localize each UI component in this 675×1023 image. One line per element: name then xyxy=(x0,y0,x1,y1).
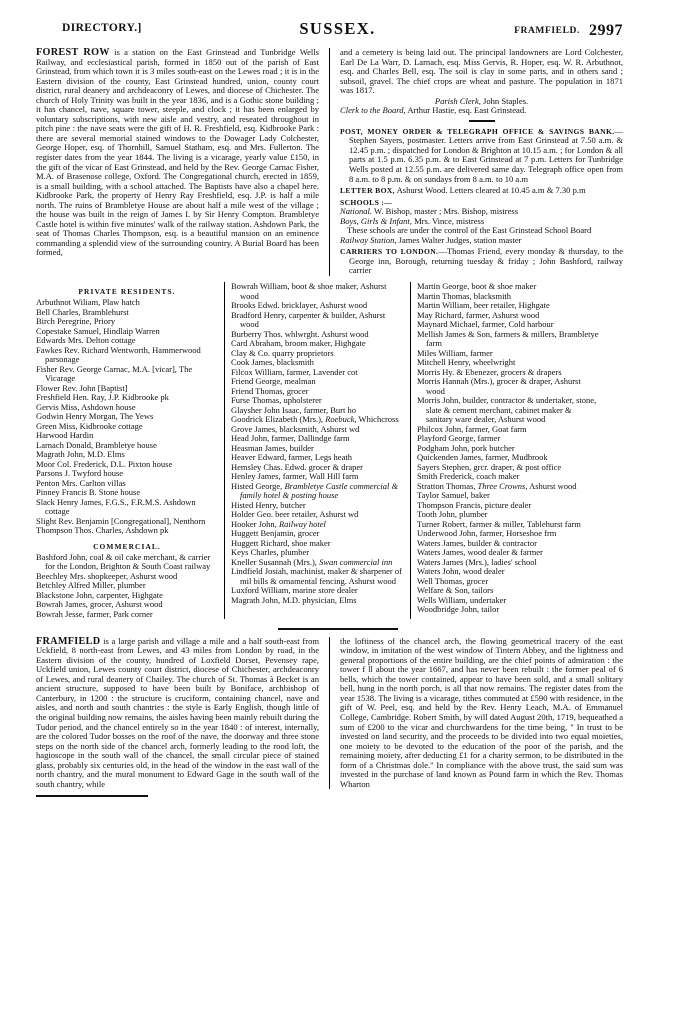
list-item: Mitchell Henry, wheelwright xyxy=(417,357,516,368)
list-item: Birch Peregrine, Priory xyxy=(36,316,116,327)
carriers-body: —Thomas Friend, every monday & thursday, to the George inn, Borough, returning tuesday & friday ; John Bashford, railway carrier xyxy=(349,246,623,276)
list-item: Morris Hy. & Ebenezer, grocers & drapers xyxy=(417,366,562,377)
list-item: Pinney Francis B. Stone house xyxy=(36,487,141,498)
private-residents-list xyxy=(36,298,218,536)
forest-row-description xyxy=(36,48,319,258)
framfield-column-left xyxy=(36,637,330,790)
list-item: Bowrah Jesse, farmer, Park corner xyxy=(36,608,153,619)
list-item: Penton Mrs. Carlton villas xyxy=(36,477,126,488)
list-item: Card Abraham, broom maker, Highgate xyxy=(231,338,366,349)
list-item: Kneller Susannah (Mrs.), Swan commercial inn xyxy=(231,556,393,567)
list-item: Brooks Edwd. bricklayer, Ashurst wood xyxy=(231,300,368,311)
list-item: Waters John, wood dealer xyxy=(417,566,505,577)
list-item: Sayers Stephen, grcr. draper, & post office xyxy=(417,461,562,472)
list-item: Slight Rev. Benjamin [Congregational], Nenthorn xyxy=(36,515,206,526)
list-item: Cook James, blacksmith xyxy=(231,357,314,368)
list-item: Parsons J. Twyford house xyxy=(36,468,124,479)
list-item: Fawkes Rev. Richard Wentworth, Hammerwood parsonage xyxy=(36,344,201,365)
running-head-right xyxy=(514,22,623,40)
forest-row-para1: is a station on the East Grinstead and Tunbridge Wells Railway, and ecclesiastical parish, formed in 1850 out of the parish of East Grinstead, from which town it is 3 miles south-east on the Lewes road ; it is in the Eastern division of the county, East Grinstead hundred, union, county court district, rural deanery and archdeaconry of Lewes, and diocese of Chichester. The church of Holy Trinity was built in the year 1836, and is a Gothic stone building ; it has chancel, nave, square tower, steeple, and clock ; it has been enlarged by voluntary subscriptions, with new aisle and vestry, and reseated throughout in pitch pine : the nave seats were the gift of H. R. Freshfield, esq. Kidbrooke Park : there are several memorial stained windows to the Dowager Lady Colchester, George Hoper, esq. of Thornhill, Samuel Statham, esq. and Mrs. Fullerton. The register dates from the year 1844. The living is a vicarage, yearly value £150, in the gift of the vicar of East Grinstead, and held by the Rev. George Carnac Fisher, M.A. of Brasenose college, Oxford. The Congregational church, erected in 1859, is a small building, with a school attached. The Baptists have also a chapel here. Kidbrooke Park, the property of Henry Ray Freshfield, esq. J.P. is half a mile north. The ruins of Brambletye House are about half a mile west of the village ; the house was built in the reign of James I. by Sir Henry Compton. Brambletye Castle hotel is within five minutes' walk of the railway station. Ashdown Park, the seat of Thomas Charles Thompson, esq. is a beautiful mansion on an eminence commanding a splendid view of the surrounding country. A Burial Board has been formed, xyxy=(36,47,319,258)
list-item: Hooker John, Railway hotel xyxy=(231,518,326,529)
carriers-entry xyxy=(340,247,623,276)
list-item: Green Miss, Kidbrooke cottage xyxy=(36,420,143,431)
directory-listings xyxy=(36,282,639,619)
list-item: Keys Charles, plumber xyxy=(231,547,310,558)
list-item: Playford George, farmer xyxy=(417,433,501,444)
list-item: Well Thomas, grocer xyxy=(417,575,489,586)
list-item: Waters James (Mrs.), ladies' school xyxy=(417,556,537,567)
letter-box-body: Ashurst Wood. Letters cleared at 10.45 a.m & 7.30 p.m xyxy=(394,185,586,196)
letter-box-entry xyxy=(340,186,623,196)
clerk-to-board-value: Arthur Hastie, esq. East Grinstead. xyxy=(405,105,527,116)
list-item: Huggett Richard, shoe maker xyxy=(231,537,331,548)
list-item: Godwin Henry Morgan, The Yews xyxy=(36,411,154,422)
list-item: Bowrah James, grocer, Ashurst wood xyxy=(36,599,163,610)
list-item: May Richard, farmer, Ashurst wood xyxy=(417,309,540,320)
framfield-description-left xyxy=(36,637,319,790)
list-item: Bowrah William, boot & shoe maker, Ashurst wood xyxy=(231,281,387,301)
letter-box-heading: LETTER BOX, xyxy=(340,186,395,196)
list-item: Magrath John, M.D. Elms xyxy=(36,449,125,460)
list-item: Freshfield Hen. Ray, J.P. Kidbrooke pk xyxy=(36,392,169,403)
list-item: Head John, farmer, Dallindge farm xyxy=(231,433,350,444)
framfield-description-right xyxy=(340,637,623,790)
list-item: Smith Frederick, coach maker xyxy=(417,471,520,482)
list-item: Waters James, wood dealer & farmer xyxy=(417,547,543,558)
railway-station-entry xyxy=(340,236,623,246)
forest-row-para2: and a cemetery is being laid out. The principal landowners are Lord Colchester, Earl De La Warr, D. Larnach, esq. Miss Gervis, R. Hoper, esq. W. R. Arbuthnot, esq. and Charles Bell, esq. The soil is clay in some parts, and in others sand ; subsoil, gravel. The chief crops are wheat and pasture. The population in 1871 was 1817. xyxy=(340,47,623,96)
clerk-to-board-line xyxy=(340,106,623,116)
private-residents-heading: PRIVATE RESIDENTS. xyxy=(78,287,176,297)
post-office-body: —Stephen Sayers, postmaster. Letters arrive from East Grinstead at 7.50 a.m. & 12.45 p.m. ; dispatched for London & Brighton at 10.15 a.m. ; for London & all parts at 1.5 p.m. 6.35 p.m. & to East Grinstead at 7 p.m. Letters for Tunbridge Wells posted at 12.55 p.m. are delivered same day. Telegraph office open from 8 a.m. to 8 p.m. & on sundays from 8 a.m. to 10 a.m xyxy=(349,125,623,184)
page-number: 2997 xyxy=(589,22,623,39)
running-head-left: DIRECTORY.] xyxy=(62,22,142,34)
framfield-text-right: the loftiness of the chancel arch, the flowing geometrical tracery of the east window, in imitation of the west window of Tintern Abbey, and the lightness and general proportions of the entire building, are the chief points of admiration : the tower f ll about the year 1667, and has never been rebuilt : the former peal of 6 bells, which the tower contained, appear to have been sold, and a small solitary bell, hung in the north porch, is all that now remains. The register dates from the year 1538. The living is a vicarage, tithes commuted at £590 with residence, in the gift of W. Peel, esq. and held by the Rev. Henry Leach, M.A. of Emmanuel College, Cambridge. Robert Smith, by will dated August 20th, 1719, bequeathed a sum of £200 to the vicar and churchwardens for the time being, " In trust to be invested on land security, and the proceeds to be divided into two equal moieties, one moiety to be devoted to the education of the poor of the parish, and the remaining moiety, after deducting £1 for a charity sermon, to be distributed in the form of a Christmas dole." In compliance with the above trust, the said sum was invested in the purchase of land known as Pound farm in which the Rev. Thomas Wharton xyxy=(340,635,623,789)
list-item: Bradford Henry, carpenter & builder, Ashurst wood xyxy=(231,309,386,330)
list-item: Beechley Mrs. shopkeeper, Ashurst wood xyxy=(36,570,178,581)
list-item: Copestake Samuel, Hindlaip Warren xyxy=(36,325,160,336)
list-item: Grove James, blacksmith, Ashurst wd xyxy=(231,423,360,434)
list-item: Woodbridge John, tailor xyxy=(417,604,500,615)
list-item: Morris Hannah (Mrs.), grocer & draper, Ashurst wood xyxy=(417,376,581,396)
commercial-list-col1 xyxy=(36,553,218,620)
list-item: Gervis Miss, Ashdown house xyxy=(36,401,136,412)
post-office-heading: POST, MONEY ORDER & TELEGRAPH OFFICE & SAVINGS BANK. xyxy=(340,126,615,136)
list-item: Magrath John, M.D. physician, Elms xyxy=(231,594,357,605)
framfield-divider-rule xyxy=(278,628,398,630)
listing-column-1 xyxy=(36,282,224,619)
list-item: Turner Robert, farmer & miller, Tablehurst farm xyxy=(417,518,581,529)
list-item: Friend Thomas, grocer xyxy=(231,385,309,396)
running-head-parish: FRAMFIELD. xyxy=(514,26,580,36)
carriers-heading: CARRIERS TO LONDON. xyxy=(340,247,439,257)
list-item: Clay & Co. quarry proprietors xyxy=(231,347,334,358)
list-item: Wells William, undertaker xyxy=(417,594,507,605)
list-item: Underwood John, farmer, Horseshoe frm xyxy=(417,528,557,539)
clerk-to-board-label: Clerk to the Board, xyxy=(340,105,406,116)
school-national-value: W. Bishop, master ; Mrs. Bishop, mistress xyxy=(372,206,519,217)
listing-column-3 xyxy=(411,282,599,619)
forest-row-lead: FOREST ROW xyxy=(36,47,110,58)
framfield-section xyxy=(36,637,639,790)
commercial-heading: COMMERCIAL. xyxy=(93,541,161,551)
footer-rule xyxy=(36,795,148,797)
forest-row-column-right xyxy=(330,48,623,276)
list-item: Friend George, mealman xyxy=(231,376,316,387)
framfield-column-right xyxy=(330,637,623,790)
list-item: Betchley Alfred Miller, plumber xyxy=(36,580,146,591)
list-item: Harwood Hardin xyxy=(36,430,94,441)
school-boys-value: Mrs. Vince, mistress xyxy=(411,215,485,226)
section-divider-rule xyxy=(469,120,495,122)
forest-row-section xyxy=(36,48,639,276)
list-item: Miles William, farmer xyxy=(417,347,493,358)
list-item: Blackstone John, carpenter, Highgate xyxy=(36,589,163,600)
list-item: Taylor Samuel, baker xyxy=(417,490,490,501)
list-item: Welfare & Son, tailors xyxy=(417,585,494,596)
list-item: Heasman James, builder xyxy=(231,442,314,453)
list-item: Histed Henry, butcher xyxy=(231,499,306,510)
list-item: Lindfield Josiah, machinist, maker & sharpener of mil bills & ornamental fencing. Ashurst wood xyxy=(231,566,402,586)
running-head xyxy=(36,19,639,44)
list-item: Thompson Thos. Charles, Ashdown pk xyxy=(36,525,169,536)
school-boys-label: Boys, Girls & Infant, xyxy=(340,215,412,226)
list-item: Goodrick Elizabeth (Mrs.), Roebuck, Whichcross xyxy=(231,414,399,425)
list-item: Mellish James & Son, farmers & millers, Brambletye farm xyxy=(417,328,599,349)
framfield-text-left: is a large parish and village a mile and a half south-east from Uckfield, 8 north-east from Lewes, and 43 miles from London by road, in the Eastern division of the county, hundred of Loxfield Dorset, Pevensey rape, Uckfield union, Lewes county court district, diocese of Chichester, archdeaconry of Lewes, and rural deanery of Chailey. The church of St. Thomas à Becket is an ancient structure, supposed to have been built by Boniface, archbishop of Canterbury, in 1200 : the structure is cruciform, containing chancel, nave and aisles, and north and south chantries : the style is Early English, though little of the original building now remains, the aisles having been mainly rebuilt during the Tudor period, and the chancel entirely so in the year 1840 : of interest, internally, are the colored Tudor bosses on the roof of the nave, the doorway and three stone steps on the north side of the chancel arch, formerly leading to the rood loft, the hagioscope in the south wall of the chancel, the small circular piece of stained glass, probably six centuries old, in the head of the window in the east wall of the north chantry, and the mural monument to Edward Gage in the south wall of the south chantry, while xyxy=(36,635,319,789)
list-item: Heaver Edward, farmer, Legs heath xyxy=(231,452,352,463)
forest-row-column-left xyxy=(36,48,330,276)
list-item: Maynard Michael, farmer, Cold harbour xyxy=(417,319,554,330)
forest-row-para2-wrap xyxy=(340,48,623,96)
schools-note: These schools are under the control of the East Grinstead School Board xyxy=(347,225,592,236)
list-item: Thompson Francis, picture dealer xyxy=(417,499,532,510)
schools-heading-text: SCHOOLS :— xyxy=(340,197,393,207)
list-item: Huggett Benjamin, grocer xyxy=(231,528,320,539)
running-head-county: SUSSEX. xyxy=(299,19,376,38)
list-item: Philcox John, farmer, Goat farm xyxy=(417,423,527,434)
list-item: Luxford William, marine store dealer xyxy=(231,585,358,596)
list-item: Quickenden James, farmer, Mudbrook xyxy=(417,452,548,463)
list-item: Fisher Rev. George Carnac, M.A. [vicar], The Vicarage xyxy=(36,363,193,384)
list-item: Martin George, boot & shoe maker xyxy=(417,281,537,292)
list-item: Tooth John, plumber xyxy=(417,509,488,520)
framfield-lead: FRAMFIELD xyxy=(36,635,101,647)
commercial-list-col3 xyxy=(417,282,599,615)
list-item: Martin Thomas, blacksmith xyxy=(417,290,512,301)
list-item: Burberry Thos. whlwrght. Ashurst wood xyxy=(231,328,369,339)
list-item: Larnach Donald, Brambletye house xyxy=(36,439,157,450)
list-item: Glaysher John Isaac, farmer, Burt ho xyxy=(231,404,356,415)
list-item: Morris John, builder, contractor & undertaker, stone, slate & cement merchant, cabinet maker & sanitary ware dealer, Ashurst wood xyxy=(417,395,597,425)
list-item: Slack Henry James, F.G.S., F.R.M.S. Ashdown cottage xyxy=(36,496,196,517)
list-item: Flower Rev. John [Baptist] xyxy=(36,382,128,393)
list-item: Stratton Thomas, Three Crowns, Ashurst wood xyxy=(417,480,577,491)
list-item: Holder Geo. beer retailer, Ashurst wd xyxy=(231,509,359,520)
commercial-list-col2 xyxy=(231,282,404,605)
school-national-label: National. xyxy=(340,206,373,217)
railway-station-label: Railway Station, xyxy=(340,234,397,245)
post-office-entry xyxy=(340,127,623,184)
listing-column-2 xyxy=(224,282,411,619)
list-item: Edwards Mrs. Delton cottage xyxy=(36,335,136,346)
list-item: Furse Thomas, upholsterer xyxy=(231,395,322,406)
list-item: Bashford John, coal & oil cake merchant, & carrier for the London, Brighton & South Coast railway xyxy=(36,551,211,572)
list-item: Hemsley Chas. Edwd. grocer & draper xyxy=(231,461,363,472)
list-item: Histed George, Brambletye Castle commercial & family hotel & posting house xyxy=(231,480,399,501)
list-item: Martin William, beer retailer, Highgate xyxy=(417,300,550,311)
list-item: Waters James, builder & contractor xyxy=(417,537,537,548)
parish-clerk-label: Parish Clerk, xyxy=(434,95,481,106)
railway-station-value: James Walter Judges, station master xyxy=(396,234,522,245)
list-item: Moor Col. Frederick, D.L. Pixton house xyxy=(36,458,173,469)
list-item: Arbuthnot Wiliam, Plaw hatch xyxy=(36,297,140,308)
list-item: Podgham John, pork butcher xyxy=(417,442,515,453)
list-item: Bell Charles, Bramblehurst xyxy=(36,306,129,317)
list-item: Henley James, farmer, Wall Hill farm xyxy=(231,471,359,482)
parish-clerk-value: John Staples. xyxy=(480,95,529,106)
list-item: Filcox William, farmer, Lavender cot xyxy=(231,366,358,377)
